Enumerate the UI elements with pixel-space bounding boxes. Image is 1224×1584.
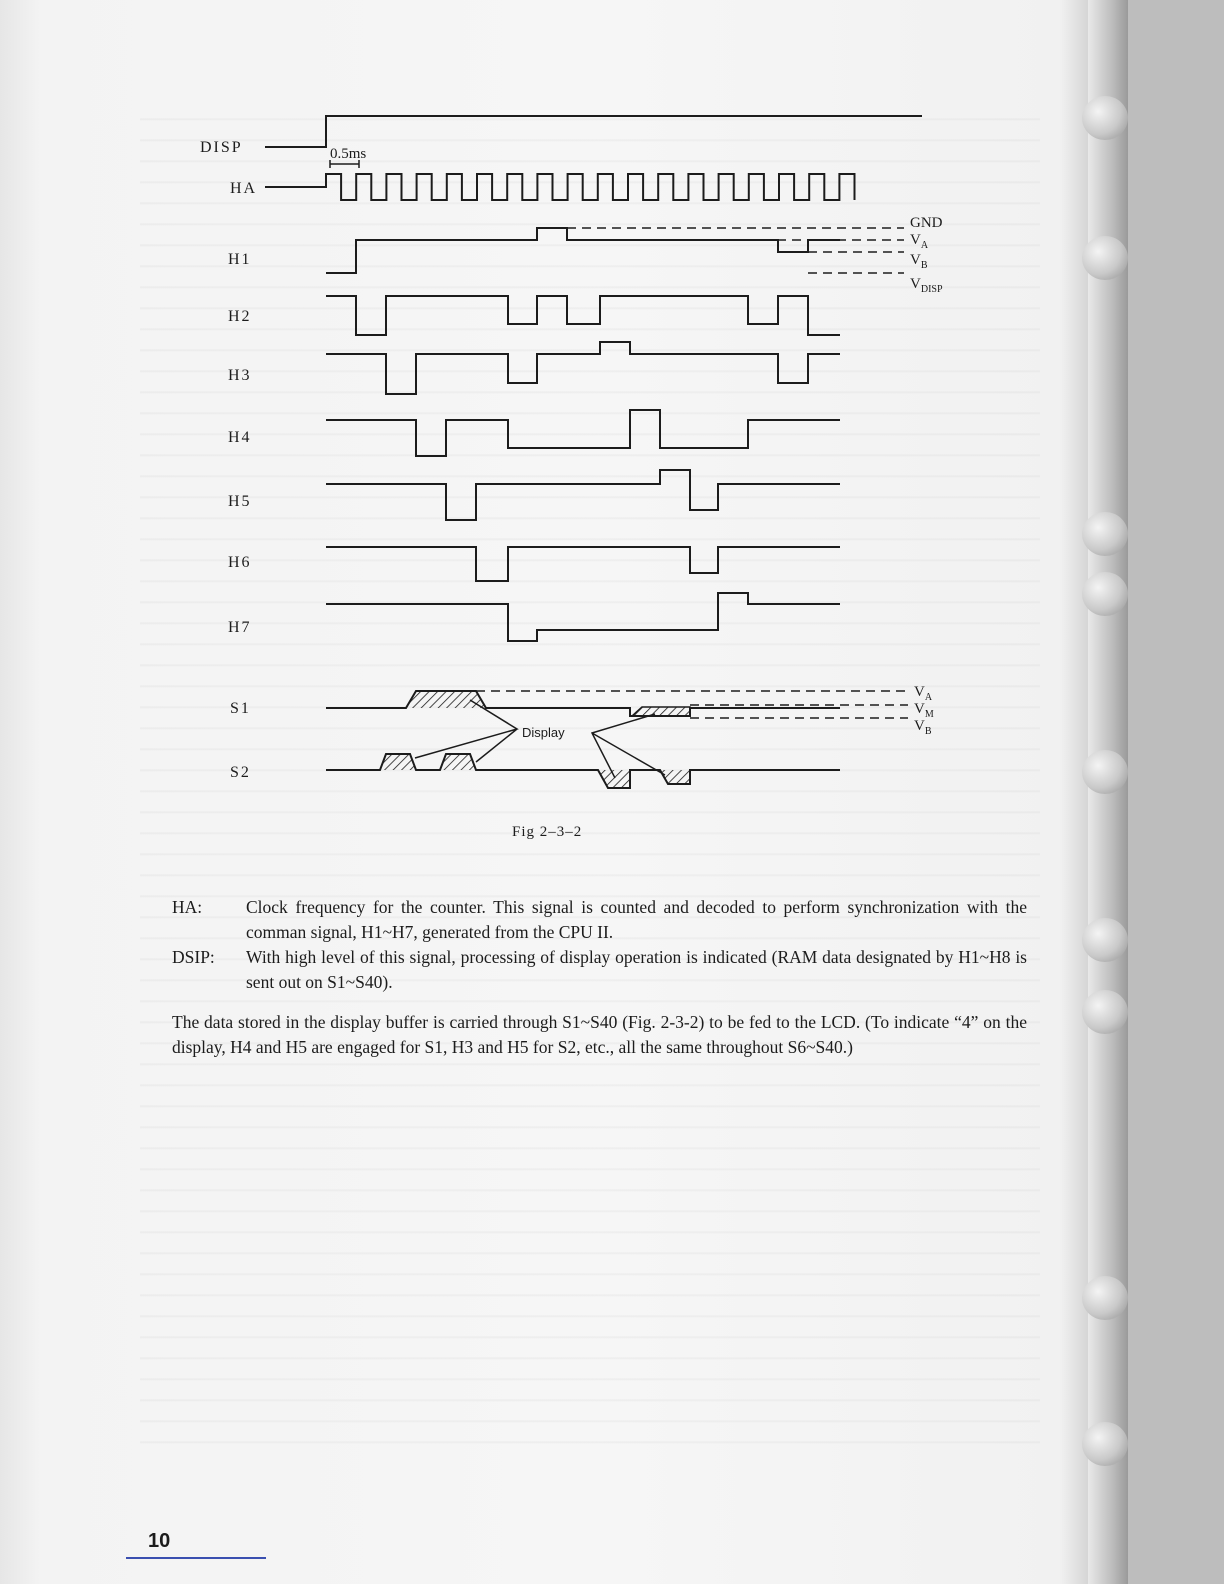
level-vb-bottom-label: $V_B$ <box>914 718 932 737</box>
s2-hatch-1 <box>380 754 416 770</box>
h6-waveform <box>326 547 840 581</box>
definition-row <box>172 895 1027 945</box>
label-ha: HA <box>230 180 258 197</box>
definition-term: HA: <box>172 897 203 917</box>
label-h6: H6 <box>228 554 252 571</box>
period-label: 0.5ms <box>330 146 367 162</box>
disp-waveform <box>265 116 922 147</box>
ha-waveform <box>265 174 855 200</box>
level-vdisp-label: $V_{DISP}$ <box>910 276 943 295</box>
label-h5: H5 <box>228 493 252 510</box>
page-number: 10 <box>148 1530 171 1552</box>
label-disp: DISP <box>200 139 243 156</box>
label-h7: H7 <box>228 619 252 636</box>
label-s2: S2 <box>230 764 251 781</box>
h1-waveform <box>326 228 840 273</box>
definition-row <box>172 945 1027 995</box>
s2-hatch-4 <box>660 770 690 784</box>
definition-term: DSIP: <box>172 947 215 967</box>
bottom-rule <box>126 1557 266 1559</box>
h2-waveform <box>326 296 840 335</box>
level-vb-label: $V_B$ <box>910 252 928 271</box>
figure-caption: Fig 2–3–2 <box>512 824 583 840</box>
h4-waveform <box>326 410 840 456</box>
level-va-label: $V_A$ <box>910 232 929 251</box>
binder-ring-7 <box>1082 990 1128 1034</box>
s1-hatch-1 <box>406 691 486 708</box>
label-s1: S1 <box>230 700 251 717</box>
label-h4: H4 <box>228 429 252 446</box>
body-paragraph: The data stored in the display buffer is carried through S1~S40 (Fig. 2-3-2) to be fed to the LCD. (To indicate “4” on the display, H4 and H5 are engaged for S1, H3 and H5 for S2, etc., all the same throughout S6~S40.) <box>172 1012 1027 1057</box>
binder-ring-9 <box>1082 1422 1128 1466</box>
s2-hatch-2 <box>440 754 476 770</box>
definition-text: Clock frequency for the counter. This signal is counted and decoded to perform synchronization with the comman signal, H1~H7, generated from the CPU II. <box>246 897 1027 942</box>
h3-waveform <box>326 342 840 394</box>
s1-waveform <box>326 691 840 716</box>
label-h2: H2 <box>228 308 252 325</box>
display-label: Display <box>522 725 565 740</box>
level-vm-bottom-label: $V_M$ <box>914 701 934 720</box>
h5-waveform <box>326 470 840 520</box>
level-va-bottom-label: $V_A$ <box>914 684 933 703</box>
label-h3: H3 <box>228 367 252 384</box>
definition-text: With high level of this signal, processing of display operation is indicated (RAM data designated by H1~H8 is sent out on S1~S40). <box>246 947 1027 992</box>
binder-ring-8 <box>1082 1276 1128 1320</box>
s1-hatch-2 <box>632 707 690 716</box>
definitions-list <box>172 895 1027 995</box>
h7-waveform <box>326 593 840 641</box>
level-gnd-label: GND <box>910 215 943 231</box>
binder-ring-6 <box>1082 918 1128 962</box>
label-h1: H1 <box>228 251 252 268</box>
display-pointer-right <box>592 714 665 778</box>
display-pointer-left <box>415 700 517 762</box>
